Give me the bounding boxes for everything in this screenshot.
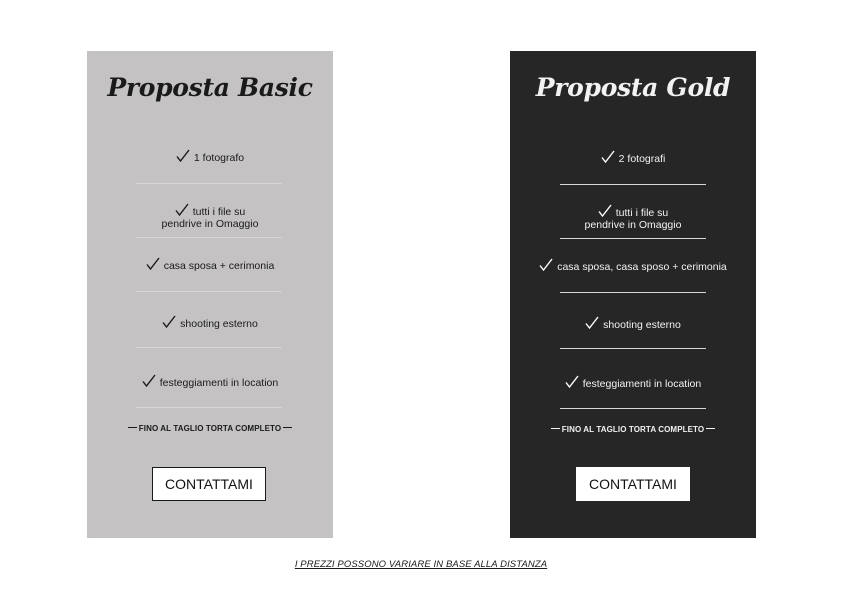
divider	[136, 407, 282, 408]
feature-label-line2: pendrive in Omaggio	[161, 218, 259, 230]
checkmark-icon	[176, 149, 190, 163]
divider	[136, 183, 282, 184]
feature-item	[510, 375, 756, 390]
feature-label: 1 fotografo	[193, 152, 245, 164]
feature-label: casa sposa + cerimonia	[163, 260, 275, 272]
feature-item	[87, 203, 333, 230]
feature-item	[510, 316, 756, 331]
divider	[560, 348, 706, 349]
price-disclaimer: I PREZZI POSSONO VARIARE IN BASE ALLA DISTANZA	[294, 559, 548, 570]
contact-button[interactable]: CONTATTAMI	[576, 467, 690, 501]
checkmark-icon	[142, 374, 156, 388]
divider	[560, 238, 706, 239]
feature-item	[87, 374, 333, 389]
checkmark-icon	[146, 257, 160, 271]
feature-item	[87, 257, 333, 272]
checkmark-icon	[539, 258, 553, 272]
feature-item	[510, 258, 756, 273]
feature-label: 2 fotografi	[618, 153, 666, 165]
feature-label-line2: pendrive in Omaggio	[584, 219, 682, 231]
note-text: FINO AL TAGLIO TORTA COMPLETO	[561, 425, 705, 434]
feature-item	[510, 204, 756, 231]
checkmark-icon	[585, 316, 599, 330]
feature-label: tutti i file su	[192, 206, 246, 218]
feature-item	[87, 149, 333, 164]
feature-label: tutti i file su	[615, 207, 669, 219]
dash-decoration	[706, 428, 715, 429]
divider	[560, 408, 706, 409]
divider	[136, 291, 282, 292]
feature-label: festeggiamenti in location	[159, 377, 279, 389]
plan-card-gold	[510, 51, 756, 538]
divider	[136, 347, 282, 348]
feature-item	[510, 150, 756, 165]
plan-title: Proposta Gold	[535, 73, 731, 102]
plan-title: Proposta Basic	[107, 73, 313, 102]
note-text: FINO AL TAGLIO TORTA COMPLETO	[138, 424, 282, 433]
note-line	[87, 424, 333, 433]
contact-button[interactable]: CONTATTAMI	[152, 467, 266, 501]
dash-decoration	[283, 427, 292, 428]
checkmark-icon	[598, 204, 612, 218]
note-line	[510, 425, 756, 434]
checkmark-icon	[601, 150, 615, 164]
feature-label: shooting esterno	[180, 318, 258, 330]
divider	[136, 237, 282, 238]
checkmark-icon	[162, 315, 176, 329]
divider	[560, 184, 706, 185]
feature-item	[87, 315, 333, 330]
dash-decoration	[551, 428, 560, 429]
feature-label: festeggiamenti in location	[582, 378, 702, 390]
divider	[560, 292, 706, 293]
feature-label: shooting esterno	[603, 319, 681, 331]
feature-label: casa sposa, casa sposo + cerimonia	[557, 261, 727, 273]
plan-card-basic	[87, 51, 333, 538]
checkmark-icon	[565, 375, 579, 389]
dash-decoration	[128, 427, 137, 428]
checkmark-icon	[175, 203, 189, 217]
